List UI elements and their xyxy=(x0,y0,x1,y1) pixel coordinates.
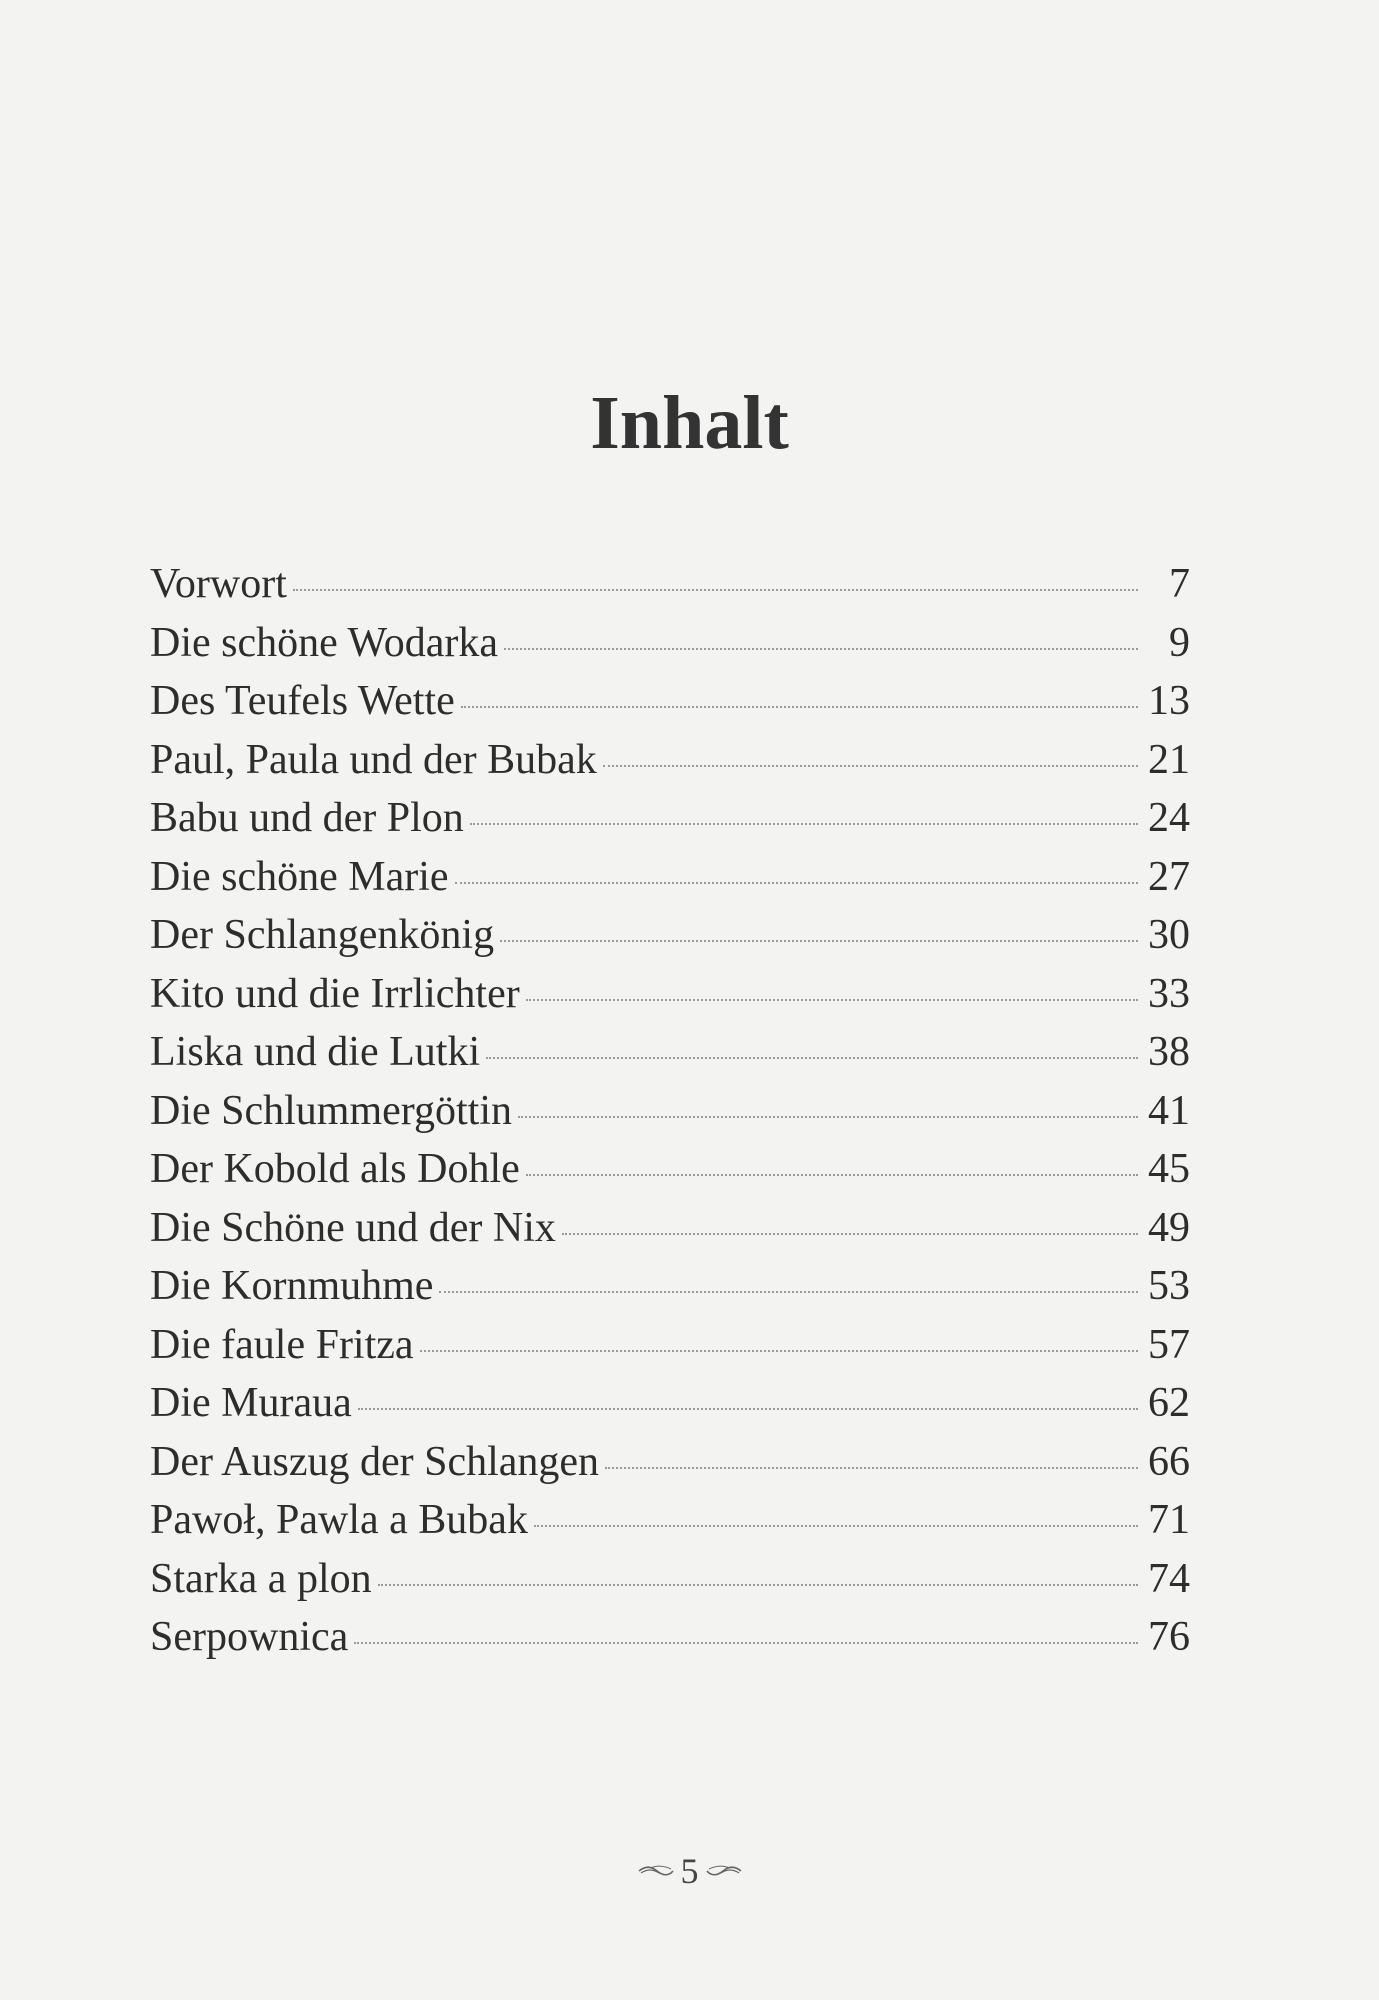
toc-entry xyxy=(150,1496,1190,1555)
toc-entry xyxy=(150,794,1190,853)
toc-entry-title: Liska und die Lutki xyxy=(150,1029,481,1075)
flourish-icon xyxy=(637,1864,675,1878)
toc-entry xyxy=(150,677,1190,736)
toc-dot-leader xyxy=(354,1642,1138,1644)
toc-entry xyxy=(150,1321,1190,1380)
toc-entry xyxy=(150,1262,1190,1321)
toc-entry-page: 9 xyxy=(1169,619,1190,666)
toc-entry-title: Die Kornmuhme xyxy=(150,1263,434,1309)
toc-entry-page: 62 xyxy=(1148,1380,1190,1426)
toc-entry-page: 45 xyxy=(1148,1146,1190,1192)
toc-entry-page: 66 xyxy=(1148,1438,1190,1485)
toc-entry-page: 21 xyxy=(1148,736,1190,783)
toc-dot-leader xyxy=(378,1584,1138,1586)
page-number: 5 xyxy=(680,1851,699,1891)
toc-dot-leader xyxy=(455,882,1138,884)
toc-entry xyxy=(150,1204,1190,1263)
toc-entry-title: Kito und die Irrlichter xyxy=(150,970,520,1017)
toc-entry xyxy=(150,736,1190,795)
toc-dot-leader xyxy=(358,1408,1138,1410)
toc-entry xyxy=(150,970,1190,1029)
toc-entry-title: Die Schlummergöttin xyxy=(150,1087,513,1134)
toc-entry-title: Paul, Paula und der Bubak xyxy=(150,736,597,783)
toc-dot-leader xyxy=(526,999,1138,1001)
toc-entry-page: 49 xyxy=(1148,1204,1190,1251)
toc-dot-leader xyxy=(605,1467,1138,1469)
toc-entry-page: 13 xyxy=(1148,678,1190,724)
page-title: Inhalt xyxy=(590,381,789,465)
toc-dot-leader xyxy=(461,706,1138,708)
toc-dot-leader xyxy=(534,1525,1138,1527)
toc-entry-title: Die schöne Marie xyxy=(150,853,449,900)
toc-dot-leader xyxy=(526,1174,1138,1176)
toc-entry-page: 38 xyxy=(1148,1029,1190,1075)
toc-entry xyxy=(150,853,1190,912)
toc-entry-page: 30 xyxy=(1148,912,1190,958)
toc-dot-leader xyxy=(439,1291,1138,1293)
toc-dot-leader xyxy=(504,648,1138,650)
table-of-contents xyxy=(150,560,1190,1672)
toc-entry-page: 33 xyxy=(1148,970,1190,1017)
toc-entry-page: 41 xyxy=(1148,1087,1190,1134)
toc-entry-page: 57 xyxy=(1148,1321,1190,1368)
toc-entry-title: Der Auszug der Schlangen xyxy=(150,1438,600,1485)
flourish-icon xyxy=(705,1864,743,1878)
toc-entry-page: 71 xyxy=(1148,1497,1190,1543)
toc-entry xyxy=(150,560,1190,619)
toc-dot-leader xyxy=(562,1233,1138,1235)
toc-entry-title: Babu und der Plon xyxy=(150,795,464,841)
toc-entry-page: 27 xyxy=(1148,853,1190,900)
toc-entry-page: 76 xyxy=(1148,1614,1190,1660)
toc-entry-title: Vorwort xyxy=(150,561,287,607)
toc-entry xyxy=(150,1028,1190,1087)
toc-dot-leader xyxy=(500,940,1138,942)
toc-entry-title: Die faule Fritza xyxy=(150,1321,414,1368)
toc-entry xyxy=(150,1613,1190,1672)
toc-entry-title: Starka a plon xyxy=(150,1555,372,1602)
toc-entry xyxy=(150,619,1190,678)
toc-entry-title: Serpownica xyxy=(150,1614,349,1660)
toc-dot-leader xyxy=(470,823,1138,825)
toc-entry-title: Die Muraua xyxy=(150,1380,352,1426)
toc-entry xyxy=(150,1087,1190,1146)
toc-entry xyxy=(150,1555,1190,1614)
toc-dot-leader xyxy=(603,765,1138,767)
toc-dot-leader xyxy=(420,1350,1138,1352)
toc-entry-title: Der Schlangenkönig xyxy=(150,912,495,958)
toc-entry-title: Der Kobold als Dohle xyxy=(150,1146,520,1192)
toc-entry xyxy=(150,1438,1190,1497)
toc-entry-title: Die Schöne und der Nix xyxy=(150,1204,556,1251)
toc-entry xyxy=(150,1379,1190,1438)
toc-entry-page: 74 xyxy=(1148,1555,1190,1602)
toc-dot-leader xyxy=(486,1057,1138,1059)
page-footer xyxy=(0,1850,1379,1892)
toc-entry xyxy=(150,911,1190,970)
toc-dot-leader xyxy=(293,589,1138,591)
toc-entry-title: Des Teufels Wette xyxy=(150,678,455,724)
toc-entry-title: Pawoł, Pawla a Bubak xyxy=(150,1497,528,1543)
toc-entry xyxy=(150,1145,1190,1204)
toc-entry-title: Die schöne Wodarka xyxy=(150,619,499,666)
toc-entry-page: 53 xyxy=(1148,1263,1190,1309)
toc-entry-page: 7 xyxy=(1169,561,1190,607)
toc-dot-leader xyxy=(518,1116,1138,1118)
toc-entry-page: 24 xyxy=(1148,795,1190,841)
